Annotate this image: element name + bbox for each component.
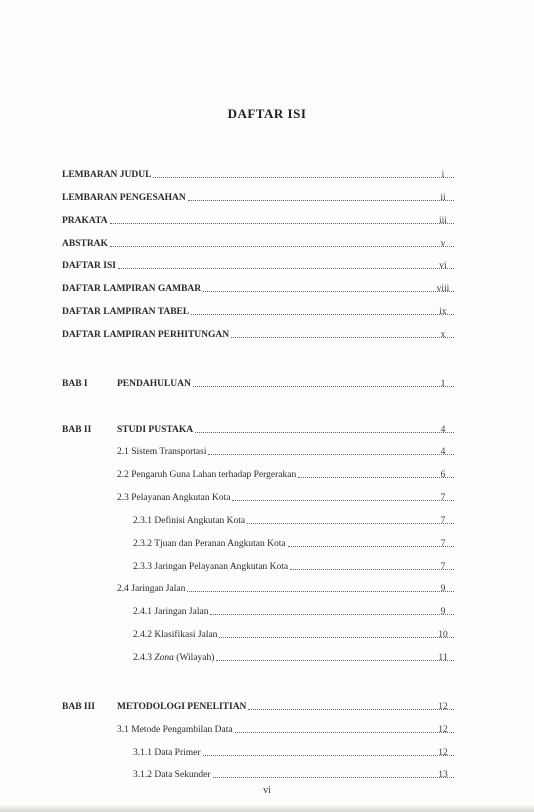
- subsection-title: 2.3.1 Definisi Angkutan Kota: [133, 516, 246, 526]
- leader-dots: [208, 453, 454, 455]
- leader-dots: [248, 708, 454, 710]
- toc-entry-page: viii: [436, 284, 450, 294]
- toc-chapter-bab-1[interactable]: [62, 374, 458, 390]
- leader-dots: [193, 385, 454, 387]
- section-title: 2.2 Pengaruh Guna Lahan terhadap Pergerakan: [117, 470, 297, 480]
- subsection-title: 3.1.1 Data Primer: [133, 748, 201, 758]
- toc-entry-page: 9: [440, 584, 446, 594]
- toc-entry-label: LEMBARAN JUDUL: [62, 170, 152, 180]
- toc-entry-page: 4: [440, 447, 446, 457]
- page-number: vi: [263, 785, 271, 796]
- subsection-title: 2.4.2 Klasifikasi Jalan: [133, 630, 218, 640]
- toc-entry-label: DAFTAR LAMPIRAN GAMBAR: [62, 284, 202, 294]
- subsection-title: 2.3.3 Jaringan Pelayanan Angkutan Kota: [133, 562, 289, 572]
- leader-dots: [235, 731, 454, 733]
- toc-entry-page: v: [440, 239, 446, 249]
- subsection-title: 2.4.1 Jaringan Jalan: [133, 607, 209, 617]
- toc-entry-page: 7: [440, 539, 446, 549]
- toc-subsection-2-4-3[interactable]: [133, 648, 458, 664]
- leader-dots: [210, 613, 454, 615]
- toc-entry-page: 12: [438, 725, 448, 735]
- toc-entry-lembaran-judul[interactable]: [62, 165, 458, 181]
- toc-entry-page: 1: [440, 379, 446, 389]
- subsection-title: [133, 652, 214, 664]
- toc-entry-label: ABSTRAK: [62, 239, 108, 249]
- leader-dots: [188, 199, 454, 201]
- toc-subsection-3-1-1[interactable]: [133, 743, 458, 759]
- toc-entry-page: 10: [438, 630, 448, 640]
- leader-dots: [203, 754, 454, 756]
- toc-entry-label: LEMBARAN PENGESAHAN: [62, 193, 186, 203]
- toc-chapter-bab-2[interactable]: [62, 420, 458, 436]
- leader-dots: [118, 267, 454, 269]
- toc-entry-page: 7: [440, 562, 446, 572]
- toc-entry-abstrak[interactable]: [62, 234, 458, 250]
- scan-edge-shadow: [0, 804, 534, 812]
- toc-entry-label: DAFTAR LAMPIRAN TABEL: [62, 307, 190, 317]
- leader-dots: [153, 176, 454, 178]
- toc-section-2-4[interactable]: [117, 579, 458, 595]
- subsection-number: 2.4.3: [133, 653, 155, 663]
- chapter-title: STUDI PUSTAKA: [117, 425, 194, 435]
- leader-dots: [213, 776, 454, 778]
- toc-entry-page: 7: [440, 516, 446, 526]
- toc-entry-page: 12: [438, 748, 448, 758]
- leader-dots: [232, 499, 454, 501]
- toc-subsection-2-3-1[interactable]: [133, 511, 458, 527]
- toc-entry-page: iii: [439, 216, 447, 226]
- toc-section-2-3[interactable]: [117, 488, 458, 504]
- chapter-title: PENDAHULUAN: [117, 379, 191, 389]
- toc-entry-page: x: [440, 330, 446, 340]
- toc-section-2-1[interactable]: [117, 442, 458, 458]
- toc-entry-page: 6: [440, 470, 446, 480]
- leader-dots: [219, 636, 454, 638]
- toc-entry-label: DAFTAR ISI: [62, 261, 116, 271]
- chapter-title: METODOLOGI PENELITIAN: [117, 702, 247, 712]
- subsection-title: 2.3.2 Tjuan dan Peranan Angkutan Kota: [133, 539, 286, 549]
- toc-chapter-bab-3[interactable]: [62, 697, 458, 713]
- toc-entry-page: 7: [440, 493, 446, 503]
- toc-section-2-2[interactable]: [117, 465, 458, 481]
- leader-dots: [216, 659, 454, 661]
- page-title: DAFTAR ISI: [227, 106, 307, 121]
- toc-entry-daftar-lampiran-gambar[interactable]: [62, 279, 458, 295]
- leader-dots: [191, 313, 454, 315]
- toc-subsection-2-4-2[interactable]: [133, 625, 458, 641]
- toc-entry-page: 9: [440, 607, 446, 617]
- section-title: 3.1 Metode Pengambilan Data: [117, 725, 233, 735]
- toc-entry-page: 11: [438, 653, 448, 663]
- section-title: 2.1 Sistem Transportasi: [117, 447, 207, 457]
- leader-dots: [231, 336, 454, 338]
- chapter-number: BAB III: [62, 702, 95, 712]
- toc-entry-page: vi: [439, 261, 447, 271]
- toc-entry-page: 4: [440, 425, 446, 435]
- toc-entry-page: i: [441, 170, 445, 180]
- toc-entry-page: ii: [440, 193, 446, 203]
- toc-entry-daftar-lampiran-perhitungan[interactable]: [62, 325, 458, 341]
- subsection-italic-term: Zona: [154, 653, 174, 663]
- leader-dots: [195, 431, 454, 433]
- toc-entry-page: 12: [438, 702, 448, 712]
- toc-entry-label: PRAKATA: [62, 216, 108, 226]
- leader-dots: [203, 290, 454, 292]
- toc-subsection-3-1-2[interactable]: [133, 765, 458, 781]
- toc-entry-lembaran-pengesahan[interactable]: [62, 188, 458, 204]
- toc-section-3-1[interactable]: [117, 720, 458, 736]
- toc-subsection-2-3-2[interactable]: [133, 534, 458, 550]
- leader-dots: [110, 222, 454, 224]
- toc-subsection-2-3-3[interactable]: [133, 557, 458, 573]
- leader-dots: [187, 590, 454, 592]
- toc-entry-page: ix: [439, 307, 447, 317]
- toc-entry-label: DAFTAR LAMPIRAN PERHITUNGAN: [62, 330, 230, 340]
- leader-dots: [110, 245, 454, 247]
- chapter-number: BAB I: [62, 379, 88, 389]
- leader-dots: [247, 522, 454, 524]
- section-title: 2.4 Jaringan Jalan: [117, 584, 186, 594]
- subsection-title: 3.1.2 Data Sekunder: [133, 770, 211, 780]
- toc-entry-daftar-lampiran-tabel[interactable]: [62, 302, 458, 318]
- toc-entry-page: 13: [438, 770, 448, 780]
- toc-entry-daftar-isi[interactable]: [62, 256, 458, 272]
- chapter-number: BAB II: [62, 425, 92, 435]
- subsection-suffix: (Wilayah): [173, 653, 215, 663]
- section-title: 2.3 Pelayanan Angkutan Kota: [117, 493, 231, 503]
- toc-entry-prakata[interactable]: [62, 211, 458, 227]
- toc-subsection-2-4-1[interactable]: [133, 602, 458, 618]
